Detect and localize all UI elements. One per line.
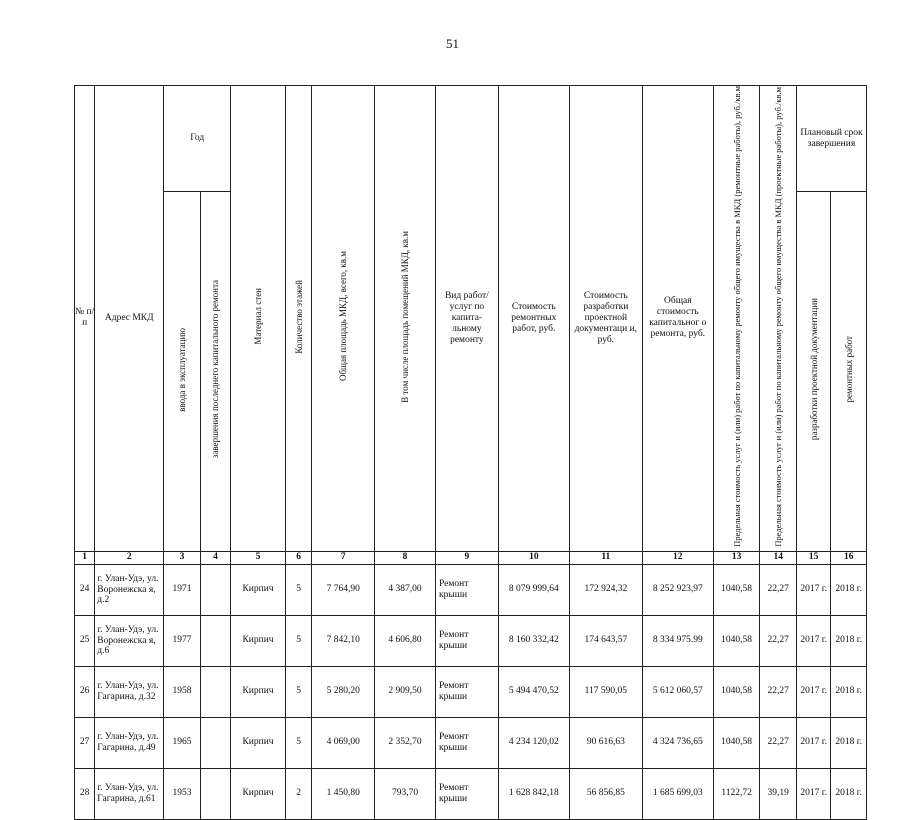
- cost-total: 1 685 699,03: [642, 768, 713, 819]
- header-address: Адрес МКД: [95, 86, 164, 552]
- floors-count: 5: [285, 564, 311, 615]
- header-planned-term: Плановый срок завершения: [796, 86, 866, 192]
- column-number: 1: [75, 551, 95, 564]
- cost-total: 8 334 975.99: [642, 615, 713, 666]
- limit-work: 1040,58: [713, 717, 760, 768]
- column-number: 9: [435, 551, 498, 564]
- limit-work: 1040,58: [713, 666, 760, 717]
- work-type: Ремонт крыши: [435, 666, 498, 717]
- term-work: 2018 г.: [831, 615, 867, 666]
- work-type: Ремонт крыши: [435, 717, 498, 768]
- address-cell: г. Улан-Удэ, ул. Воронежска я, д.6: [95, 615, 164, 666]
- cost-doc: 117 590,05: [569, 666, 642, 717]
- header-commissioning: ввода в эксплуатацию: [164, 192, 201, 552]
- term-work: 2018 г.: [831, 768, 867, 819]
- cost-total: 5 612 060,57: [642, 666, 713, 717]
- table-row: [75, 666, 867, 717]
- cost-doc: 174 643,57: [569, 615, 642, 666]
- row-number: 24: [75, 564, 95, 615]
- cost-work: 1 628 842,18: [498, 768, 569, 819]
- limit-doc: 39,19: [760, 768, 797, 819]
- rooms-area: 793,70: [375, 768, 436, 819]
- header-cost-doc: Стоимость разработки проектной документаци и, руб.: [569, 86, 642, 552]
- cost-work: 8 160 332,42: [498, 615, 569, 666]
- commissioning-year: 1977: [164, 615, 201, 666]
- commissioning-year: 1965: [164, 717, 201, 768]
- header-total-area: Общая площадь МКД, всего, кв.м: [312, 86, 375, 552]
- wall-material: Кирпич: [231, 768, 286, 819]
- cost-work: 8 079 999,64: [498, 564, 569, 615]
- header-term-doc: разработки проектной документации: [796, 192, 830, 552]
- header-number: № п/ п: [75, 86, 95, 552]
- term-work: 2018 г.: [831, 717, 867, 768]
- column-number: 12: [642, 551, 713, 564]
- column-number: 8: [375, 551, 436, 564]
- row-number: 27: [75, 717, 95, 768]
- commissioning-year: 1971: [164, 564, 201, 615]
- floors-count: 5: [285, 615, 311, 666]
- limit-doc: 22,27: [760, 564, 797, 615]
- row-number: 26: [75, 666, 95, 717]
- floors-count: 5: [285, 717, 311, 768]
- wall-material: Кирпич: [231, 564, 286, 615]
- column-number: 14: [760, 551, 797, 564]
- commissioning-year: 1953: [164, 768, 201, 819]
- total-area: 1 450,80: [312, 768, 375, 819]
- work-type: Ремонт крыши: [435, 564, 498, 615]
- limit-work: 1040,58: [713, 564, 760, 615]
- term-work: 2018 г.: [831, 666, 867, 717]
- column-number: 5: [231, 551, 286, 564]
- last-repair-year: [200, 564, 230, 615]
- limit-doc: 22,27: [760, 717, 797, 768]
- wall-material: Кирпич: [231, 615, 286, 666]
- capital-repair-table: [74, 85, 867, 820]
- rooms-area: 4 387,00: [375, 564, 436, 615]
- wall-material: Кирпич: [231, 666, 286, 717]
- commissioning-year: 1958: [164, 666, 201, 717]
- limit-doc: 22,27: [760, 666, 797, 717]
- total-area: 5 280,20: [312, 666, 375, 717]
- table-row: [75, 615, 867, 666]
- total-area: 7 842,10: [312, 615, 375, 666]
- wall-material: Кирпич: [231, 717, 286, 768]
- rooms-area: 2 352,70: [375, 717, 436, 768]
- column-number: 2: [95, 551, 164, 564]
- rooms-area: 4 606,80: [375, 615, 436, 666]
- cost-doc: 90 616,63: [569, 717, 642, 768]
- header-year: Год: [164, 86, 231, 192]
- column-number-row: [75, 551, 867, 564]
- header-cost-work: Стоимость ремонтных работ, руб.: [498, 86, 569, 552]
- table-row: [75, 768, 867, 819]
- term-doc: 2017 г.: [796, 768, 830, 819]
- table-row: [75, 564, 867, 615]
- column-number: 15: [796, 551, 830, 564]
- column-number: 4: [200, 551, 230, 564]
- term-doc: 2017 г.: [796, 717, 830, 768]
- last-repair-year: [200, 615, 230, 666]
- column-number: 6: [285, 551, 311, 564]
- term-work: 2018 г.: [831, 564, 867, 615]
- limit-doc: 22,27: [760, 615, 797, 666]
- header-work-type: Вид работ/ услуг по капита- льному ремонту: [435, 86, 498, 552]
- column-number: 16: [831, 551, 867, 564]
- work-type: Ремонт крыши: [435, 768, 498, 819]
- term-doc: 2017 г.: [796, 564, 830, 615]
- column-number: 7: [312, 551, 375, 564]
- total-area: 7 764,90: [312, 564, 375, 615]
- last-repair-year: [200, 666, 230, 717]
- cost-total: 4 324 736,65: [642, 717, 713, 768]
- header-floors: Количество этажей: [285, 86, 311, 552]
- header-rooms-area: В том числе площадь помещений МКД, кв.м: [375, 86, 436, 552]
- row-number: 28: [75, 768, 95, 819]
- cost-work: 4 234 120,02: [498, 717, 569, 768]
- last-repair-year: [200, 717, 230, 768]
- column-number: 13: [713, 551, 760, 564]
- total-area: 4 069,00: [312, 717, 375, 768]
- cost-doc: 56 856,85: [569, 768, 642, 819]
- address-cell: г. Улан-Удэ, ул. Гагарина, д.32: [95, 666, 164, 717]
- cost-total: 8 252 923,97: [642, 564, 713, 615]
- column-number: 3: [164, 551, 201, 564]
- header-term-work: ремонтных работ: [831, 192, 867, 552]
- header-last-repair: завершения последнего капитального ремонта: [200, 192, 230, 552]
- header-limit-doc: Предельная стоимость услуг и (или) работ по капитальному ремонту общего имущества в МКД (проектные работы), руб./кв.м: [760, 86, 797, 552]
- limit-work: 1040,58: [713, 615, 760, 666]
- rooms-area: 2 909,50: [375, 666, 436, 717]
- address-cell: г. Улан-Удэ, ул. Гагарина, д.61: [95, 768, 164, 819]
- address-cell: г. Улан-Удэ, ул. Гагарина, д.49: [95, 717, 164, 768]
- limit-work: 1122,72: [713, 768, 760, 819]
- floors-count: 2: [285, 768, 311, 819]
- term-doc: 2017 г.: [796, 615, 830, 666]
- cost-work: 5 494 470,52: [498, 666, 569, 717]
- term-doc: 2017 г.: [796, 666, 830, 717]
- cost-doc: 172 924,32: [569, 564, 642, 615]
- floors-count: 5: [285, 666, 311, 717]
- row-number: 25: [75, 615, 95, 666]
- table-row: [75, 717, 867, 768]
- column-number: 10: [498, 551, 569, 564]
- last-repair-year: [200, 768, 230, 819]
- header-limit-work: Предельная стоимость услуг и (или) работ по капитальному ремонту общего имущества в МКД (ремонтные работы), руб./кв.м: [713, 86, 760, 552]
- work-type: Ремонт крыши: [435, 615, 498, 666]
- address-cell: г. Улан-Удэ, ул. Воронежска я, д.2: [95, 564, 164, 615]
- header-wall-material: Материал стен: [231, 86, 286, 552]
- header-cost-total: Общая стоимость капитальног о ремонта, руб.: [642, 86, 713, 552]
- column-number: 11: [569, 551, 642, 564]
- page-number: 51: [446, 36, 459, 51]
